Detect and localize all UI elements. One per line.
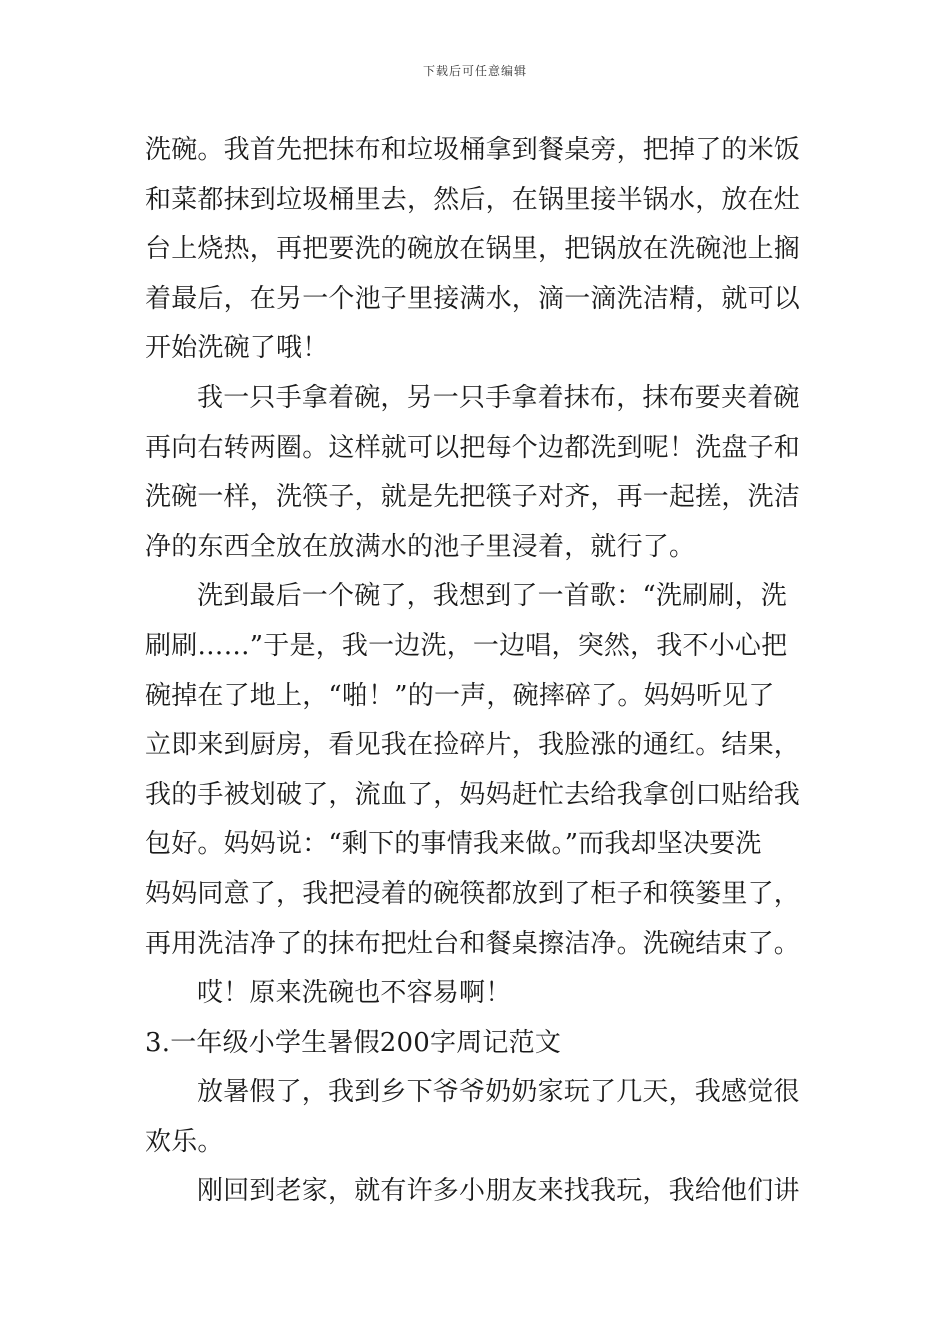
text-line: 我一只手拿着碗，另一只手拿着抹布，抹布要夹着碗 — [197, 382, 800, 413]
section-heading: 3.一年级小学生暑假200字周记范文 — [145, 1027, 562, 1058]
text-line: 开始洗碗了哦！ — [145, 333, 329, 364]
text-line: 洗到最后一个碗了，我想到了一首歌：“洗刷刷，洗 — [197, 581, 787, 612]
text-line: 再向右转两圈。这样就可以把每个边都洗到呢！洗盘子和 — [145, 432, 801, 463]
text-line: 刷刷……”于是，我一边洗，一边唱，突然，我不小心把 — [145, 630, 788, 661]
text-line: 净的东西全放在放满水的池子里浸着，就行了。 — [145, 531, 696, 562]
text-line: 着最后，在另一个池子里接满水，滴一滴洗洁精，就可以 — [145, 283, 801, 314]
text-line: 再用洗洁净了的抹布把灶台和餐桌擦洁净。洗碗结束了。 — [145, 928, 801, 959]
text-line: 包好。妈妈说：“剩下的事情我来做。”而我却坚决要洗 — [145, 829, 762, 860]
text-line: 洗碗一样，洗筷子，就是先把筷子对齐，再一起搓，洗洁 — [145, 482, 801, 513]
text-line: 哎！原来洗碗也不容易啊！ — [197, 978, 512, 1009]
document-body — [145, 126, 810, 1217]
text-line: 放暑假了，我到乡下爷爷奶奶家玩了几天，我感觉很 — [197, 1077, 800, 1108]
text-line: 洗碗。我首先把抹布和垃圾桶拿到餐桌旁，把掉了的米饭 — [145, 135, 801, 165]
text-line: 我的手被划破了，流血了，妈妈赶忙去给我拿创口贴给我 — [145, 779, 801, 810]
text-line: 台上烧热，再把要洗的碗放在锅里，把锅放在洗碗池上搁 — [145, 234, 801, 265]
text-line: 和菜都抹到垃圾桶里去，然后，在锅里接半锅水，放在灶 — [145, 184, 801, 215]
text-line: 立即来到厨房，看见我在捡碎片，我脸涨的通红。结果， — [145, 730, 801, 761]
text-line: 碗掉在了地上，“啪！”的一声，碗摔碎了。妈妈听见了 — [145, 680, 775, 711]
text-line: 欢乐。 — [145, 1126, 224, 1157]
page-header: 下载后可任意编辑 — [422, 64, 527, 78]
text-line: 刚回到老家，就有许多小朋友来找我玩，我给他们讲 — [197, 1176, 800, 1207]
text-line: 妈妈同意了，我把浸着的碗筷都放到了柜子和筷篓里了， — [145, 878, 801, 909]
